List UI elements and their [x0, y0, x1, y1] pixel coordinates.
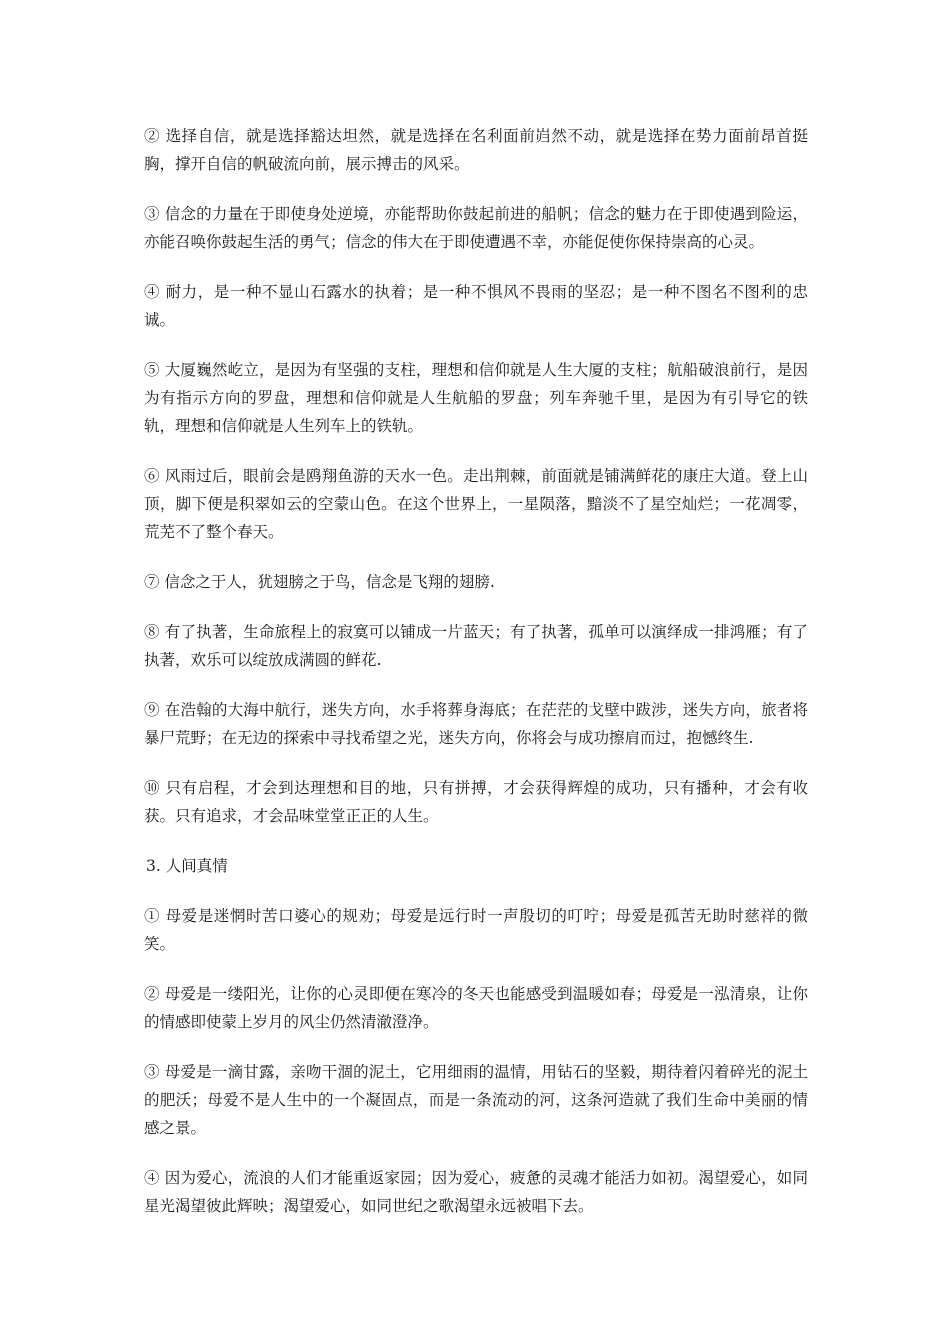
- paragraph-mother-love-2: ② 母爱是一缕阳光，让你的心灵即便在寒冷的冬天也能感受到温暖如春；母爱是一泓清泉，让你的情感即使蒙上岁月的风尘仍然清澈澄净。: [144, 985, 808, 1031]
- paragraph-persistence: ⑧ 有了执著，生命旅程上的寂寞可以铺成一片蓝天；有了执著，孤单可以演绎成一排鸿雁；有了执著，欢乐可以绽放成满圆的鲜花.: [144, 623, 808, 669]
- paragraph-confidence: ② 选择自信，就是选择豁达坦然，就是选择在名利面前岿然不动，就是选择在势力面前昂首挺胸，撑开自信的帆破流向前，展示搏击的风采。: [144, 127, 808, 173]
- paragraph-mother-love-1: ① 母爱是迷惘时苦口婆心的规劝；母爱是远行时一声殷切的叮咛；母爱是孤苦无助时慈祥的微笑。: [144, 907, 808, 953]
- paragraph-love-heart: ④ 因为爱心，流浪的人们才能重返家园；因为爱心，疲惫的灵魂才能活力如初。渴望爱心，如同星光渴望彼此辉映；渴望爱心，如同世纪之歌渴望永远被唱下去。: [144, 1169, 808, 1215]
- paragraph-mother-love-3: ③ 母爱是一滴甘露，亲吻干涸的泥土，它用细雨的温情，用钻石的坚毅，期待着闪着碎光的泥土的肥沃；母爱不是人生中的一个凝固点，而是一条流动的河，这条河造就了我们生命中美丽的情感之景。: [144, 1063, 808, 1137]
- document-page: [144, 122, 808, 1242]
- paragraph-after-storm: ⑥ 风雨过后，眼前会是鸥翔鱼游的天水一色。走出荆棘，前面就是铺满鲜花的康庄大道。登上山顶，脚下便是积翠如云的空蒙山色。在这个世界上，一星陨落，黯淡不了星空灿烂；一花凋零，荒芜不了整个春天。: [144, 467, 808, 541]
- paragraph-belief-power: ③ 信念的力量在于即使身处逆境，亦能帮助你鼓起前进的船帆；信念的魅力在于即使遇到险运，亦能召唤你鼓起生活的勇气；信念的伟大在于即使遭遇不幸，亦能促使你保持崇高的心灵。: [144, 205, 808, 251]
- paragraph-only-if: ⑩ 只有启程，才会到达理想和目的地，只有拼搏，才会获得辉煌的成功，只有播种，才会有收获。只有追求，才会品味堂堂正正的人生。: [144, 779, 808, 825]
- paragraph-belief-wings: ⑦ 信念之于人，犹翅膀之于鸟，信念是飞翔的翅膀.: [144, 573, 495, 591]
- paragraph-direction: ⑨ 在浩翰的大海中航行，迷失方向，水手将葬身海底；在茫茫的戈壁中跋涉，迷失方向，旅者将暴尸荒野；在无边的探索中寻找希望之光，迷失方向，你将会与成功擦肩而过，抱憾终生.: [144, 701, 808, 747]
- section-heading: 3. 人间真情: [146, 857, 228, 875]
- paragraph-endurance: ④ 耐力，是一种不显山石露水的执着；是一种不惧风不畏雨的坚忍；是一种不图名不图利的忠诚。: [144, 283, 808, 329]
- paragraph-ideals-pillars: ⑤ 大厦巍然屹立，是因为有坚强的支柱，理想和信仰就是人生大厦的支柱；航船破浪前行，是因为有指示方向的罗盘，理想和信仰就是人生航船的罗盘；列车奔驰千里，是因为有引导它的铁轨，理想和信仰就是人生列车上的铁轨。: [144, 361, 808, 435]
